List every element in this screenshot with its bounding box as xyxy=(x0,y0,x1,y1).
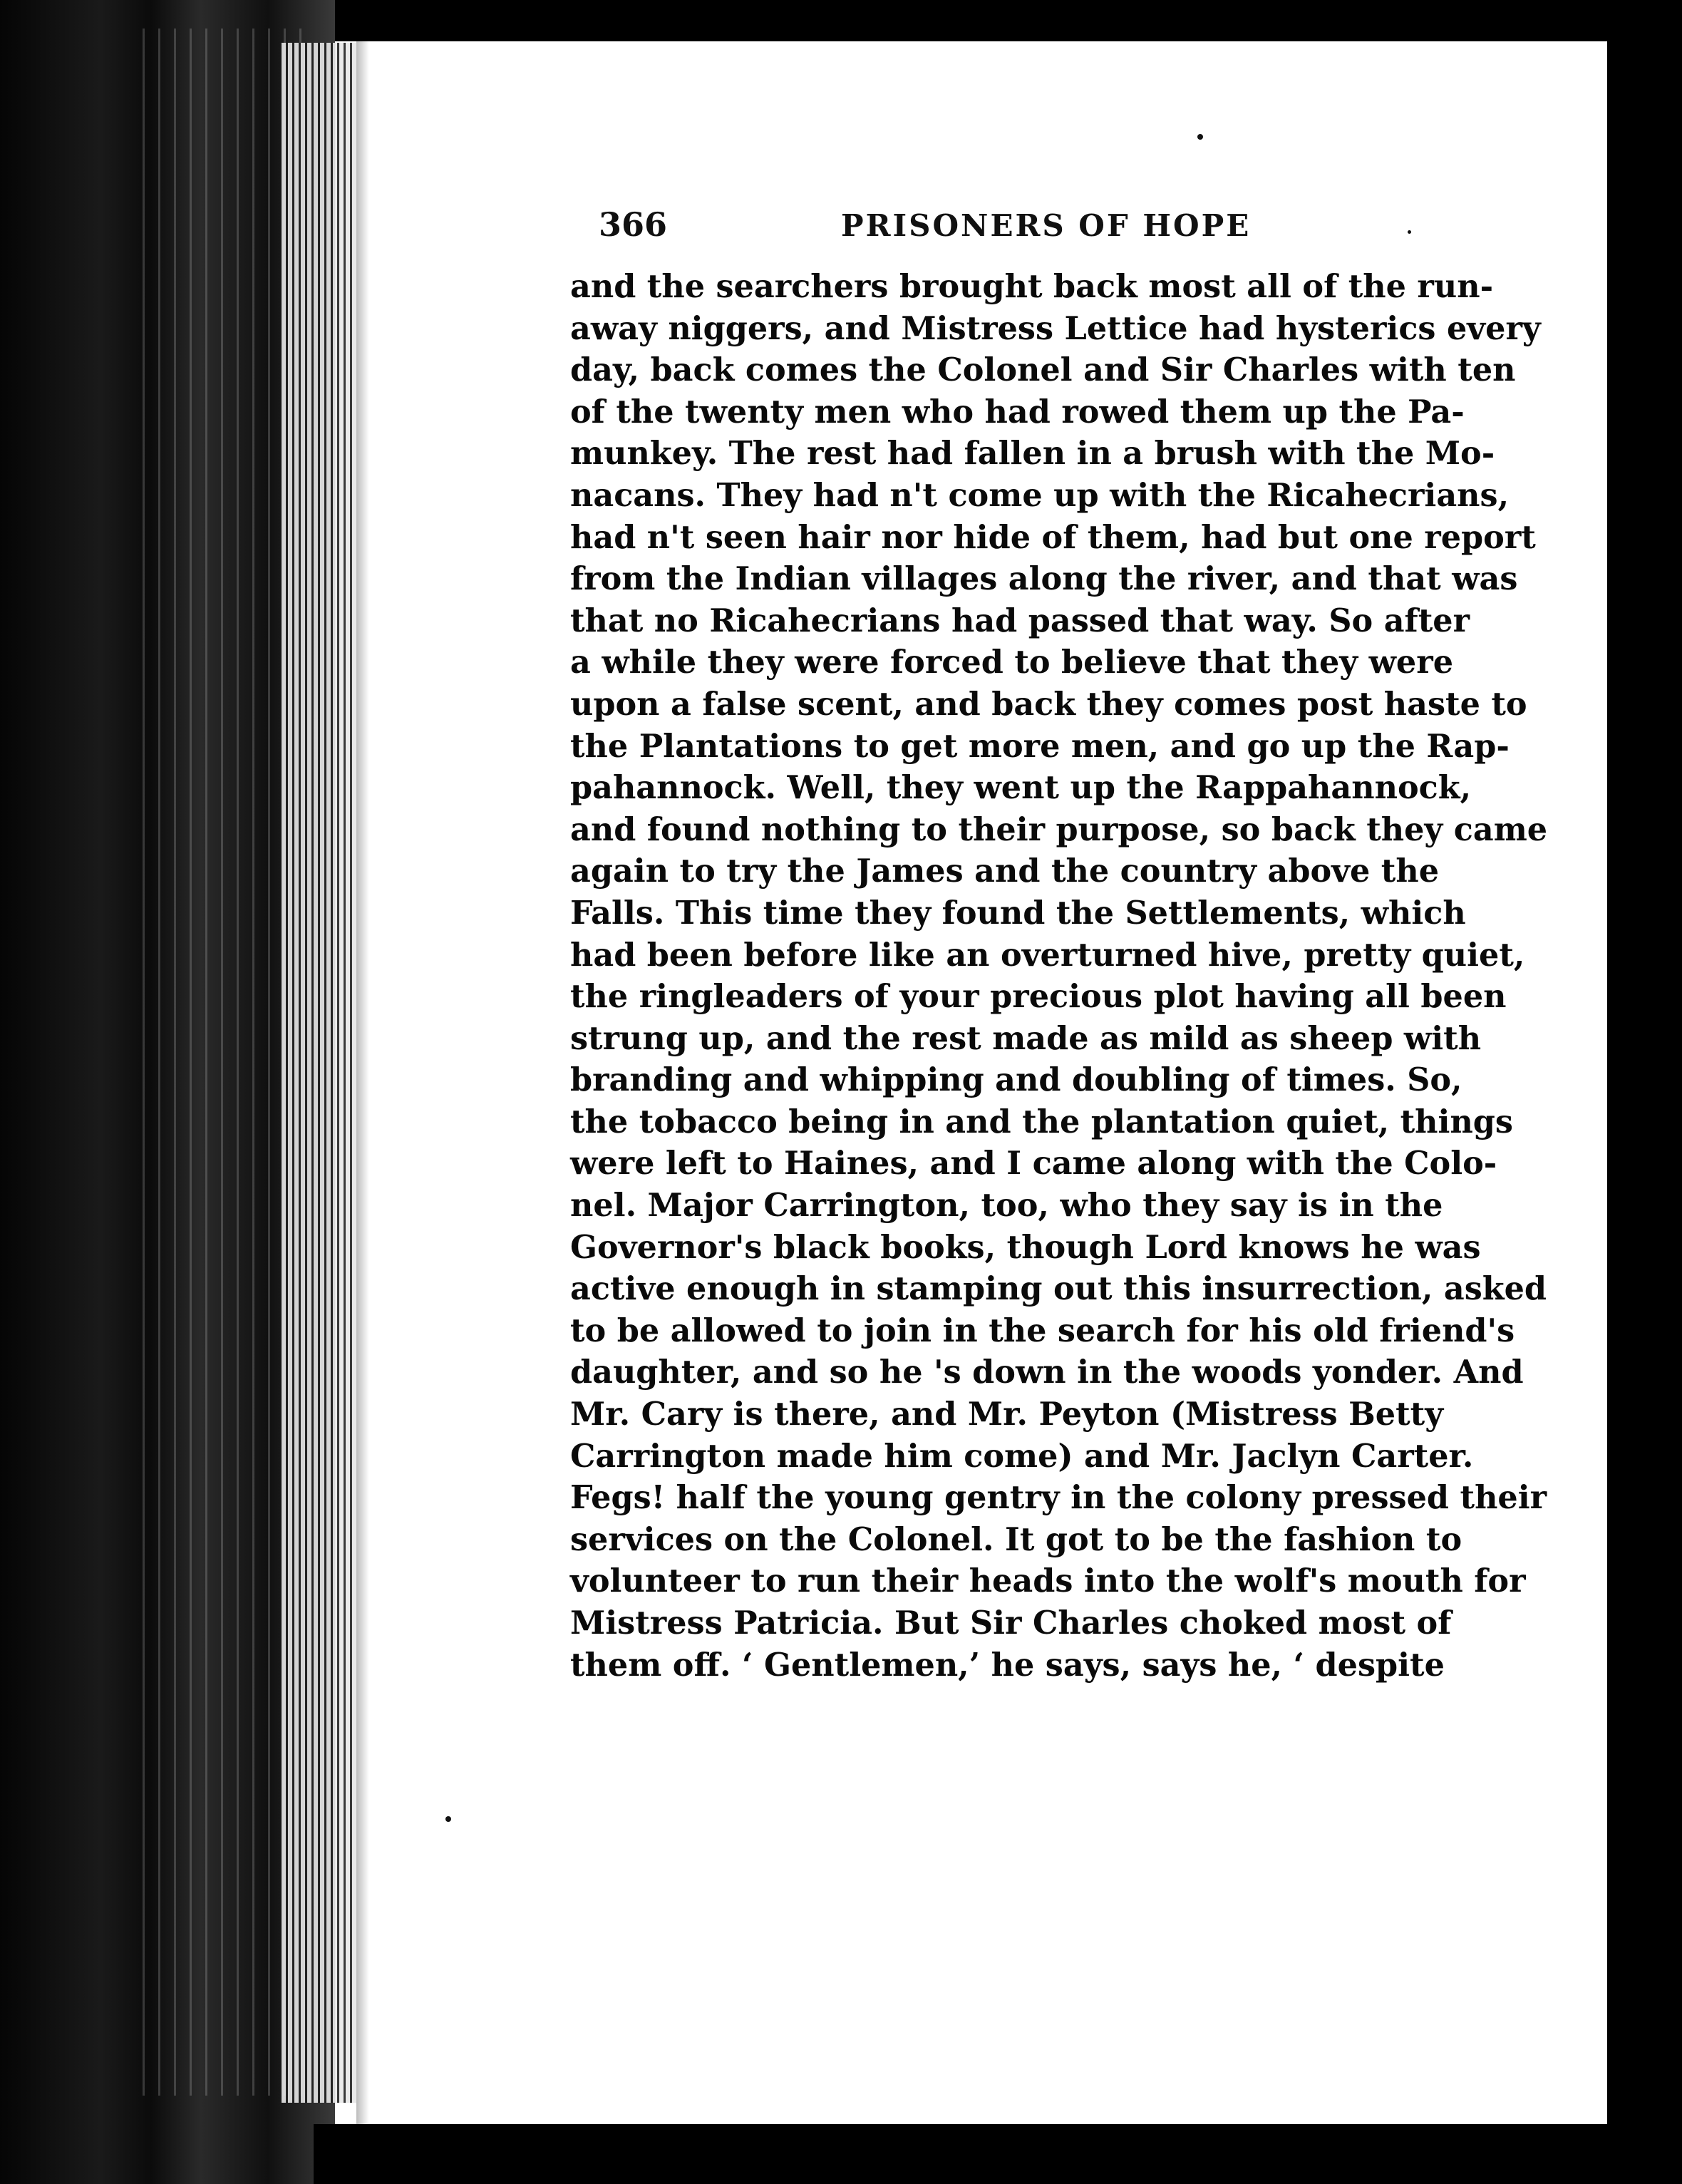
text-line: upon a false scent, and back they comes post haste to xyxy=(570,685,1527,723)
text-line: again to try the James and the country above the xyxy=(570,853,1440,890)
text-line: and the searchers brought back most all of the run- xyxy=(570,268,1494,305)
bottom-scan-border xyxy=(314,2124,1682,2184)
scan-speck xyxy=(1197,134,1203,140)
text-line: Mr. Cary is there, and Mr. Peyton (Mistress Betty xyxy=(570,1396,1444,1433)
text-line: services on the Colonel. It got to be the fashion to xyxy=(570,1520,1462,1558)
text-line: the tobacco being in and the plantation quiet, things xyxy=(570,1103,1513,1140)
running-head: PRISONERS OF HOPE xyxy=(841,208,1252,243)
text-line: away niggers, and Mistress Lettice had hysterics every xyxy=(570,309,1541,347)
text-line: pahannock. Well, they went up the Rappahannock, xyxy=(570,769,1472,807)
text-line: munkey. The rest had fallen in a brush with the Mo- xyxy=(570,435,1495,473)
text-line: Carrington made him come) and Mr. Jaclyn Carter. xyxy=(570,1437,1474,1475)
book-page xyxy=(356,41,1607,2124)
text-line: Mistress Patricia. But Sir Charles choked most of xyxy=(570,1604,1452,1642)
text-line: volunteer to run their heads into the wolf's mouth for xyxy=(570,1562,1526,1600)
scan-speck xyxy=(445,1816,451,1822)
body-text xyxy=(570,266,1548,1686)
page-header xyxy=(599,205,1561,255)
text-line: Fegs! half the young gentry in the colony pressed their xyxy=(570,1479,1547,1517)
text-line: from the Indian villages along the river, and that was xyxy=(570,560,1518,598)
text-line: daughter, and so he 's down in the woods yonder. And xyxy=(570,1354,1524,1391)
top-scan-border xyxy=(335,0,1682,41)
text-line: and found nothing to their purpose, so back they came xyxy=(570,810,1548,848)
text-line: active enough in stamping out this insurrection, asked xyxy=(570,1270,1547,1308)
text-line: had been before like an overturned hive, pretty quiet, xyxy=(570,936,1525,974)
text-line: Falls. This time they found the Settlements, which xyxy=(570,894,1466,932)
gutter-shadow xyxy=(356,41,369,2124)
text-line: branding and whipping and doubling of times. So, xyxy=(570,1061,1462,1099)
page-edges xyxy=(282,43,360,2103)
text-line: Governor's black books, though Lord knows he was xyxy=(570,1228,1481,1266)
text-line: strung up, and the rest made as mild as sheep with xyxy=(570,1019,1482,1057)
text-line: were left to Haines, and I came along with the Colo- xyxy=(570,1145,1497,1183)
text-line: that no Ricahecrians had passed that way. So after xyxy=(570,602,1470,639)
right-scan-border xyxy=(1613,0,1682,2184)
text-line: day, back comes the Colonel and Sir Charles with ten xyxy=(570,351,1516,389)
text-line: the Plantations to get more men, and go up the Rap- xyxy=(570,727,1510,765)
scan-speck xyxy=(1408,230,1411,234)
text-line: of the twenty men who had rowed them up the Pa- xyxy=(570,393,1465,431)
text-line: a while they were forced to believe that they were xyxy=(570,644,1454,681)
page-number: 366 xyxy=(599,205,668,244)
text-line: the ringleaders of your precious plot having all been xyxy=(570,978,1507,1016)
text-line: nel. Major Carrington, too, who they say is in the xyxy=(570,1187,1443,1225)
text-line: them off. ‘ Gentlemen,’ he says, says he, ‘ despite xyxy=(570,1646,1445,1684)
text-line: nacans. They had n't come up with the Ricahecrians, xyxy=(570,476,1510,514)
text-line: to be allowed to join in the search for his old friend's xyxy=(570,1312,1515,1349)
text-line: had n't seen hair nor hide of them, had but one report xyxy=(570,518,1536,556)
right-page-edge xyxy=(1607,36,1613,2124)
